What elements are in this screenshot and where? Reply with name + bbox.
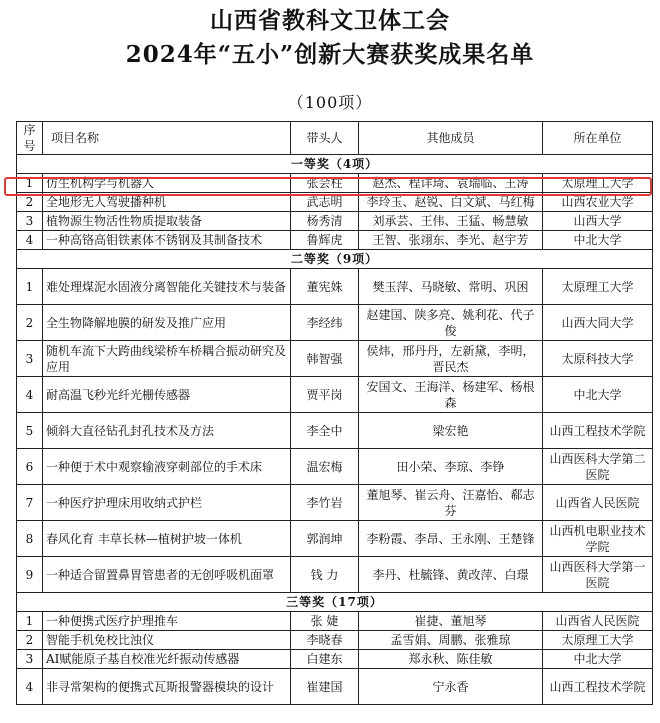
- table-row: [17, 449, 653, 485]
- row-project-name: 耐高温飞秒光纤光栅传感器: [43, 377, 291, 413]
- row-project-name: 随机车流下大跨曲线梁桥车桥耦合振动研究及应用: [43, 341, 291, 377]
- row-lead: 李竹岩: [291, 485, 359, 521]
- row-unit: 中北大学: [543, 231, 653, 250]
- row-unit: 山西机电职业技术学院: [543, 521, 653, 557]
- table-row: [17, 377, 653, 413]
- row-lead: 钱 力: [291, 557, 359, 593]
- row-unit: 山西工程技术学院: [543, 669, 653, 705]
- document-title: 山西省教科文卫体工会: [210, 7, 450, 34]
- row-unit: 山西工程技术学院: [543, 413, 653, 449]
- row-members: 田小荣、李琼、李铮: [359, 449, 543, 485]
- table-row: [17, 231, 653, 250]
- row-unit: 中北大学: [543, 377, 653, 413]
- row-seq: 4: [17, 231, 43, 250]
- row-seq: 8: [17, 521, 43, 557]
- section-header: [17, 250, 653, 269]
- row-unit: 山西省人民医院: [543, 612, 653, 631]
- row-unit: 太原科技大学: [543, 341, 653, 377]
- row-seq: 2: [17, 193, 43, 212]
- header-name: 项目名称: [43, 122, 291, 155]
- table-row: [17, 212, 653, 231]
- row-lead: 武志明: [291, 193, 359, 212]
- row-members: 崔捷、董旭琴: [359, 612, 543, 631]
- row-project-name: 全地形无人驾驶播种机: [43, 193, 291, 212]
- header-seq: 序号: [17, 122, 43, 155]
- table-row: [17, 557, 653, 593]
- row-lead: 温宏梅: [291, 449, 359, 485]
- row-lead: 贾平岗: [291, 377, 359, 413]
- table-row: [17, 650, 653, 669]
- row-highlight-box: [4, 177, 652, 196]
- section-title: 一等奖（4项）: [17, 155, 653, 174]
- row-project-name: 一种便于术中观察输液穿刺部位的手术床: [43, 449, 291, 485]
- row-unit: 山西医科大学第一医院: [543, 557, 653, 593]
- row-seq: 6: [17, 449, 43, 485]
- row-seq: 9: [17, 557, 43, 593]
- document-subtitle-title: 2024年“五小”创新大赛获奖成果名单: [125, 41, 535, 68]
- row-seq: 3: [17, 212, 43, 231]
- row-lead: 张 婕: [291, 612, 359, 631]
- row-seq: 2: [17, 631, 43, 650]
- row-members: 郑永秋、陈佳敏: [359, 650, 543, 669]
- row-unit: 太原理工大学: [543, 631, 653, 650]
- row-seq: 4: [17, 669, 43, 705]
- row-lead: 董宪姝: [291, 269, 359, 305]
- row-members: 赵杰、程详琦、袁瑞临、王涛: [359, 174, 543, 193]
- table-row: [17, 413, 653, 449]
- row-project-name: 倾斜大直径钻孔封孔技术及方法: [43, 413, 291, 449]
- row-lead: 杨秀清: [291, 212, 359, 231]
- row-lead: 张会柱: [291, 174, 359, 193]
- row-unit: 中北大学: [543, 650, 653, 669]
- row-members: 李粉霞、李昂、王永刚、王楚锋: [359, 521, 543, 557]
- row-seq: 7: [17, 485, 43, 521]
- row-unit: 太原理工大学: [543, 269, 653, 305]
- row-seq: 5: [17, 413, 43, 449]
- section-title: 二等奖（9项）: [17, 250, 653, 269]
- table-row: [17, 341, 653, 377]
- row-seq: 1: [17, 174, 43, 193]
- row-unit: 山西大同大学: [543, 305, 653, 341]
- row-seq: 2: [17, 305, 43, 341]
- row-project-name: 仿生机构学与机器人: [43, 174, 291, 193]
- row-members: 赵建国、陕多亮、姚利花、代子俊: [359, 305, 543, 341]
- row-lead: 郭润坤: [291, 521, 359, 557]
- row-project-name: AI赋能原子基自校准光纤振动传感器: [43, 650, 291, 669]
- row-project-name: 难处理煤泥水固液分离智能化关键技术与装备: [43, 269, 291, 305]
- row-members: 安国文、王海洋、杨建军、杨根森: [359, 377, 543, 413]
- row-unit: 山西省人民医院: [543, 485, 653, 521]
- row-members: 王智、张翊东、李光、赵宇芳: [359, 231, 543, 250]
- row-lead: 李晓春: [291, 631, 359, 650]
- row-project-name: 一种适合留置鼻胃管患者的无创呼吸机面罩: [43, 557, 291, 593]
- row-members: 梁宏艳: [359, 413, 543, 449]
- table-row: [17, 305, 653, 341]
- row-lead: 白建东: [291, 650, 359, 669]
- row-seq: 1: [17, 612, 43, 631]
- table-row: [17, 631, 653, 650]
- row-lead: 李经纬: [291, 305, 359, 341]
- row-members: 董旭琴、崔云舟、汪嘉怡、郗志芬: [359, 485, 543, 521]
- row-members: 樊玉萍、马晓敏、常明、巩困: [359, 269, 543, 305]
- row-lead: 鲁辉虎: [291, 231, 359, 250]
- table-row: [17, 485, 653, 521]
- header-lead: 带头人: [291, 122, 359, 155]
- row-seq: 3: [17, 341, 43, 377]
- row-project-name: 一种高铬高钼铁素体不锈钢及其制备技术: [43, 231, 291, 250]
- table-header-row: [17, 122, 653, 155]
- row-unit: 山西大学: [543, 212, 653, 231]
- table-row: [17, 269, 653, 305]
- header-members: 其他成员: [359, 122, 543, 155]
- awards-table: [16, 121, 653, 705]
- row-lead: 李全中: [291, 413, 359, 449]
- row-project-name: 植物源生物活性物质提取装备: [43, 212, 291, 231]
- row-project-name: 一种医疗护理床用收纳式护栏: [43, 485, 291, 521]
- row-lead: 崔建国: [291, 669, 359, 705]
- table-row: [17, 669, 653, 705]
- row-project-name: 春风化育 丰草长林—植树护坡一体机: [43, 521, 291, 557]
- row-seq: 1: [17, 269, 43, 305]
- header-unit: 所在单位: [543, 122, 653, 155]
- row-project-name: 一种便携式医疗护理推车: [43, 612, 291, 631]
- row-members: 李丹、杜毓锋、黄改萍、白璟: [359, 557, 543, 593]
- section-title: 三等奖（17项）: [17, 593, 653, 612]
- row-members: 侯炜，邢丹丹，左新黛，李明，晋民杰: [359, 341, 543, 377]
- table-row: [17, 521, 653, 557]
- row-members: 宁永香: [359, 669, 543, 705]
- row-project-name: 全生物降解地膜的研发及推广应用: [43, 305, 291, 341]
- row-members: 孟雪娟、周鹏、张雅琼: [359, 631, 543, 650]
- section-header: [17, 155, 653, 174]
- item-count: （100项）: [287, 93, 373, 112]
- row-seq: 3: [17, 650, 43, 669]
- row-members: 刘承芸、王伟、王猛、畅慧敏: [359, 212, 543, 231]
- row-seq: 4: [17, 377, 43, 413]
- section-header: [17, 593, 653, 612]
- row-unit: 山西农业大学: [543, 193, 653, 212]
- row-members: 李玲玉、赵锐、白文斌、马红梅: [359, 193, 543, 212]
- row-project-name: 非寻常架构的便携式瓦斯报警器模块的设计: [43, 669, 291, 705]
- row-unit: 太原理工大学: [543, 174, 653, 193]
- table-row: [17, 612, 653, 631]
- row-project-name: 智能手机免校比浊仪: [43, 631, 291, 650]
- row-lead: 韩智强: [291, 341, 359, 377]
- row-unit: 山西医科大学第二医院: [543, 449, 653, 485]
